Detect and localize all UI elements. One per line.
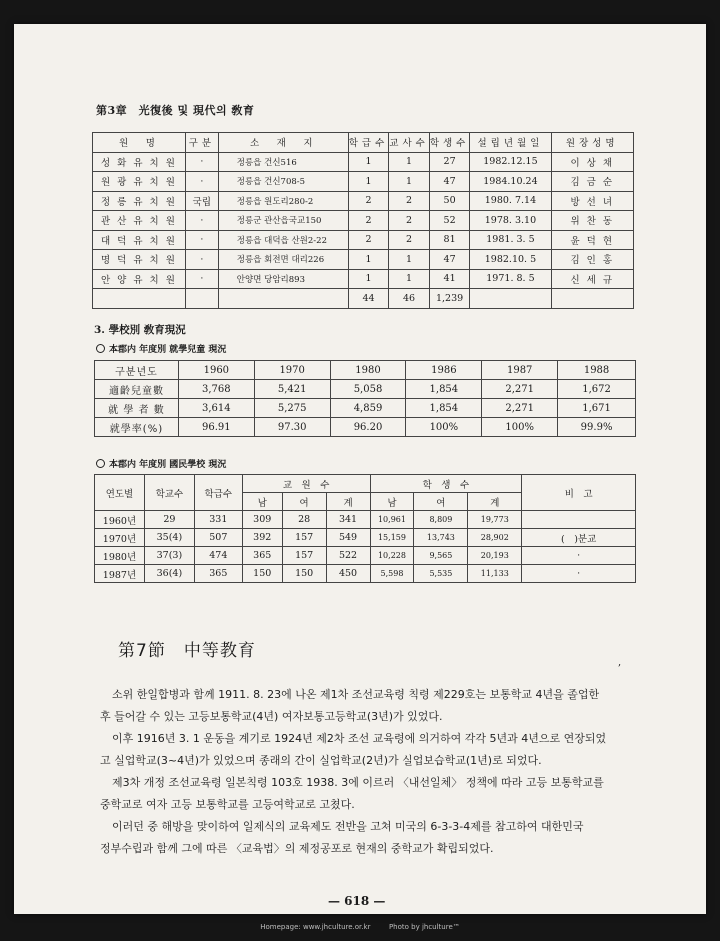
table-row <box>93 250 634 270</box>
table-row <box>95 511 636 529</box>
section-7-title: 第7節 中等教育 <box>118 641 256 661</box>
table-cell: 50 <box>429 191 470 211</box>
table-cell: 1 <box>389 250 430 270</box>
table-cell: 331 <box>194 511 242 529</box>
table-cell: 522 <box>326 547 370 565</box>
footer-credit: Homepage: www.jhculture.or.kr Photo by jhculture™ <box>260 923 460 931</box>
paragraph-line: 중학교로 여자 고등 보통학교를 고등여학교로 고쳤다. <box>100 798 355 811</box>
kindergarten-table <box>92 132 634 309</box>
table-cell: 1 <box>389 172 430 192</box>
column-header: 학생수 <box>429 133 470 153</box>
table-cell <box>93 289 186 309</box>
table-cell: 신 세 규 <box>551 269 633 289</box>
table-cell: 47 <box>429 250 470 270</box>
table-cell: 44 <box>348 289 389 309</box>
table-cell: 1980년 <box>95 547 145 565</box>
table-cell: · <box>185 230 218 250</box>
table-cell: 정 릉 유 치 원 <box>93 191 186 211</box>
table-cell: 이 상 채 <box>551 152 633 172</box>
table-cell: 구분년도 <box>95 361 179 380</box>
table-cell: 150 <box>282 565 326 583</box>
table-row <box>93 152 634 172</box>
table-cell: 원 광 유 치 원 <box>93 172 186 192</box>
table-cell: 1960 <box>178 361 254 380</box>
table-cell: 81 <box>429 230 470 250</box>
table-cell: 100% <box>482 418 558 437</box>
table-cell: 1982.10. 5 <box>470 250 551 270</box>
table-cell: 1 <box>389 152 430 172</box>
table-cell: 2 <box>348 211 389 231</box>
column-header: 소 재 지 <box>218 133 348 153</box>
chapter-header: 第3章 光復後 및 現代의 敎育 <box>96 104 255 117</box>
table-cell: 392 <box>242 529 282 547</box>
table-cell: 157 <box>282 529 326 547</box>
table-cell: 5,275 <box>254 399 330 418</box>
header-teachers: 교 원 수 <box>242 475 370 493</box>
paragraph-line: 고 실업학교(3~4년)가 있었으며 종래의 간이 실업학교(2년)가 실업보습학교(1년)로 되었다. <box>100 754 542 767</box>
table-cell: 2 <box>348 230 389 250</box>
table-cell: 방 선 녀 <box>551 191 633 211</box>
table-cell: 1 <box>389 269 430 289</box>
table-cell: 1982.12.15 <box>470 152 551 172</box>
circle-bullet-icon <box>96 344 105 353</box>
table-cell: 就學率(%) <box>95 418 179 437</box>
table-cell <box>185 289 218 309</box>
table-cell: 대 덕 유 치 원 <box>93 230 186 250</box>
document-page: 第3章 光復後 및 現代의 敎育 원 명 구분 소 재 지 학급수 교사수 학생수 설립년월일 원장성명 성 화 유 치 원 · 정릉읍 건신516 1 1 27 1982.12.15 이 상 채 원 광 유 치 원 · 정릉읍 건신708-5 1 1 47 1984.10.24 김 금 순 정 릉 유 치 원 국립 정릉읍 원도리280-2 2 2 50 1980. 7.14 방 선 녀 관 산 유 치 원 · 정릉군 관산읍국교150 2 2 52 1978. 3.10 위 찬 동 대 덕 유 치 원 · 정릉읍 대덕읍 산원2-22 2 2 81 1981. 3. 5 윤 덕 현 명 덕 유 치 원 · 정릉읍 회전면 대리226 1 1 47 1982.10. 5 김 인 홍 안 양 유 치 원 · 안양면 당암리893 1 1 41 1971. 8. 5 신 세 규 44 46 1,239 3. 學校別 敎育現況 本郡内 年度別 就學兒童 現況 구분년도 1960 1970 1980 1986 1987 1988 適齡兒童數 3,768 5,421 5,058 1,854 2,271 1,672 就 學 者 數 3,614 5,275 4,859 1,854 2,271 1,671 就學率(%) 96.91 97.30 96.20 100% 100% 99.9% 本郡内 年度別 國民學校 現況 연도별 학교수 학급수 교 원 수 학 생 수 비 고 남 여 계 남 여 계 1960년 29 331 309 28 341 10,961 8,809 19,773 1970년 35(4) 507 392 157 549 15,159 13,743 28,902 ( )분교 1980년 37(3) 474 365 157 522 10,228 9,565 20,193 · 1987년 36(4) 365 150 150 450 5,598 5,535 11,133 · 第7節 中等教育 , 소위 한일합병과 함께 1911. 8. 23에 나온 제1차 조선교육령 칙령 제229호는 보통학교 4년을 졸업한 후 들어갈 수 있는 고등보통학교(4년) 여자보통고등학교(3년)가 있었다. 이후 1916년 3. 1 운동을 계기로 1924년 제2차 조선 교육령에 의거하여 각각 5년과 4년으로 연장되었 고 실업학교(3~4년)가 있었으며 종래의 간이 실업학교(2년)가 실업보습학교(1년)로 되었다. 제3차 개정 조선교육령 일본칙령 103호 1938. 3에 이르러 〈내선일체〉 정책에 따라 고등 보통학교를 중학교로 여자 고등 보통학교를 고등여학교로 고쳤다. 이러던 중 해방을 맞이하여 일제식의 교육제도 전반을 고쳐 미국의 6-3-3-4제를 참고하여 대한민국 정부수립과 함께 그에 따른 〈교육법〉의 제정공포로 현재의 중학교가 확립되었다. — 618 — <box>14 24 706 914</box>
table-cell: 3,768 <box>178 380 254 399</box>
table-cell <box>470 289 551 309</box>
paragraph-line: 이후 1916년 3. 1 운동을 계기로 1924년 제2차 조선 교육령에 의거하여 각각 5년과 4년으로 연장되었 <box>112 732 607 745</box>
table-cell: 157 <box>282 547 326 565</box>
table-cell: 1984.10.24 <box>470 172 551 192</box>
subheader-cell: 여 <box>414 493 468 511</box>
table-cell: 365 <box>194 565 242 583</box>
table-cell: 명 덕 유 치 원 <box>93 250 186 270</box>
circle-bullet-icon <box>96 459 105 468</box>
table-cell: 適齡兒童數 <box>95 380 179 399</box>
column-header: 학급수 <box>348 133 389 153</box>
table-cell: 성 화 유 치 원 <box>93 152 186 172</box>
subheader-cell: 계 <box>326 493 370 511</box>
table-cell: 정릉읍 대덕읍 산원2-22 <box>218 230 348 250</box>
table-cell: 10,961 <box>370 511 414 529</box>
table-row <box>95 380 636 399</box>
table-cell: 2 <box>348 191 389 211</box>
table-cell: 96.91 <box>178 418 254 437</box>
header-year: 연도별 <box>95 475 145 511</box>
subsection-title-enrollment: 本郡内 年度別 就學兒童 現況 <box>96 342 226 355</box>
table-cell: 1981. 3. 5 <box>470 230 551 250</box>
table-cell: 정릉읍 원도리280-2 <box>218 191 348 211</box>
table-cell: · <box>522 565 636 583</box>
table-cell: 1,854 <box>406 380 482 399</box>
table-cell: 2 <box>389 230 430 250</box>
table-cell: 4,859 <box>330 399 406 418</box>
table-cell: 507 <box>194 529 242 547</box>
table-cell: 1988 <box>558 361 636 380</box>
table-cell: 11,133 <box>468 565 522 583</box>
column-header: 원 명 <box>93 133 186 153</box>
table-cell: 국립 <box>185 191 218 211</box>
table-cell: 28 <box>282 511 326 529</box>
subheader-cell: 여 <box>282 493 326 511</box>
table-cell: 1,672 <box>558 380 636 399</box>
table-cell: 1970년 <box>95 529 145 547</box>
column-header: 교사수 <box>389 133 430 153</box>
table-cell: 정릉군 관산읍국교150 <box>218 211 348 231</box>
table-cell: 1971. 8. 5 <box>470 269 551 289</box>
table-cell: 2,271 <box>482 399 558 418</box>
table-cell: 10,228 <box>370 547 414 565</box>
table-cell: 549 <box>326 529 370 547</box>
table-cell: 1980 <box>330 361 406 380</box>
header-note: 비 고 <box>522 475 636 511</box>
table-cell: ( )분교 <box>522 529 636 547</box>
header-classes: 학급수 <box>194 475 242 511</box>
total-row <box>93 289 634 309</box>
table-row <box>95 418 636 437</box>
body-text <box>100 684 690 860</box>
table-cell: 1,671 <box>558 399 636 418</box>
table-cell: 2,271 <box>482 380 558 399</box>
table-cell: 안 양 유 치 원 <box>93 269 186 289</box>
table-cell: 365 <box>242 547 282 565</box>
table-cell: 99.9% <box>558 418 636 437</box>
table-cell: 1987 <box>482 361 558 380</box>
table-cell: 19,773 <box>468 511 522 529</box>
table-cell: 관 산 유 치 원 <box>93 211 186 231</box>
table-cell: 김 금 순 <box>551 172 633 192</box>
table-cell: 1 <box>348 172 389 192</box>
table-cell: · <box>522 547 636 565</box>
table-cell: · <box>185 152 218 172</box>
table-cell: 1978. 3.10 <box>470 211 551 231</box>
table-cell: 2 <box>389 191 430 211</box>
table-cell: 97.30 <box>254 418 330 437</box>
table-cell: 1 <box>348 152 389 172</box>
table-header-row <box>95 361 636 380</box>
table-cell: 96.20 <box>330 418 406 437</box>
subheader-cell: 남 <box>242 493 282 511</box>
table-cell: 150 <box>242 565 282 583</box>
table-cell: 5,058 <box>330 380 406 399</box>
table-row <box>95 565 636 583</box>
table-cell: 20,193 <box>468 547 522 565</box>
table-cell: 안양면 당암리893 <box>218 269 348 289</box>
table-cell: 1,854 <box>406 399 482 418</box>
paragraph-line: 이러던 중 해방을 맞이하여 일제식의 교육제도 전반을 고쳐 미국의 6-3-3-4제를 참고하여 대한민국 <box>112 820 584 833</box>
subsection-title-schools: 本郡内 年度別 國民學校 現況 <box>96 457 226 470</box>
table-row <box>95 399 636 418</box>
table-row <box>93 211 634 231</box>
table-cell: 1970 <box>254 361 330 380</box>
column-header: 원장성명 <box>551 133 633 153</box>
table-cell <box>551 289 633 309</box>
header-students: 학 생 수 <box>370 475 522 493</box>
table-cell: 37(3) <box>144 547 194 565</box>
table-cell: 就 學 者 數 <box>95 399 179 418</box>
table-cell: 1,239 <box>429 289 470 309</box>
table-cell: 5,421 <box>254 380 330 399</box>
subheader-cell: 남 <box>370 493 414 511</box>
table-cell: 위 찬 동 <box>551 211 633 231</box>
table-cell: 100% <box>406 418 482 437</box>
table-row <box>95 529 636 547</box>
table-cell: 36(4) <box>144 565 194 583</box>
table-cell: 정릉읍 건신516 <box>218 152 348 172</box>
table-cell: 5,535 <box>414 565 468 583</box>
table-cell: 1980. 7.14 <box>470 191 551 211</box>
paragraph-line: 제3차 개정 조선교육령 일본칙령 103호 1938. 3에 이르러 〈내선일체〉 정책에 따라 고등 보통학교를 <box>112 776 604 789</box>
subheader-cell: 계 <box>468 493 522 511</box>
table-row <box>93 172 634 192</box>
table-cell: 정릉읍 건신708-5 <box>218 172 348 192</box>
table-row <box>95 547 636 565</box>
paragraph-line: 후 들어갈 수 있는 고등보통학교(4년) 여자보통고등학교(3년)가 있었다. <box>100 710 443 723</box>
column-header: 구분 <box>185 133 218 153</box>
table-cell: 3,614 <box>178 399 254 418</box>
school-status-table <box>94 474 636 583</box>
table-header-row <box>93 133 634 153</box>
table-cell: 46 <box>389 289 430 309</box>
table-cell: 47 <box>429 172 470 192</box>
enrollment-table <box>94 360 636 437</box>
table-cell: 28,902 <box>468 529 522 547</box>
table-cell: 1987년 <box>95 565 145 583</box>
table-row <box>93 230 634 250</box>
table-cell: 김 인 홍 <box>551 250 633 270</box>
header-schools: 학교수 <box>144 475 194 511</box>
table-cell: 29 <box>144 511 194 529</box>
table-cell: 1986 <box>406 361 482 380</box>
table-cell: · <box>185 172 218 192</box>
table-cell: 27 <box>429 152 470 172</box>
table-cell: 41 <box>429 269 470 289</box>
table-cell: 1 <box>348 269 389 289</box>
table-cell: 1960년 <box>95 511 145 529</box>
table-cell: · <box>185 250 218 270</box>
table-cell: 윤 덕 현 <box>551 230 633 250</box>
table-cell: 450 <box>326 565 370 583</box>
table-cell: 1 <box>348 250 389 270</box>
column-header: 설립년월일 <box>470 133 551 153</box>
table-cell: 13,743 <box>414 529 468 547</box>
table-cell <box>218 289 348 309</box>
paragraph-line: 정부수립과 함께 그에 따른 〈교육법〉의 제정공포로 현재의 중학교가 확립되었다. <box>100 842 494 855</box>
table-cell: 5,598 <box>370 565 414 583</box>
table-cell: 35(4) <box>144 529 194 547</box>
table-cell <box>522 511 636 529</box>
table-row <box>93 269 634 289</box>
table-cell: 정릉읍 회전면 대리226 <box>218 250 348 270</box>
table-cell: 52 <box>429 211 470 231</box>
table-cell: 2 <box>389 211 430 231</box>
table-row <box>93 191 634 211</box>
table-cell: 309 <box>242 511 282 529</box>
table-cell: · <box>185 269 218 289</box>
section-title: 3. 學校別 敎育現況 <box>94 324 186 336</box>
table-cell: 341 <box>326 511 370 529</box>
table-cell: 474 <box>194 547 242 565</box>
paragraph-line: 소위 한일합병과 함께 1911. 8. 23에 나온 제1차 조선교육령 칙령 제229호는 보통학교 4년을 졸업한 <box>112 688 600 701</box>
table-cell: 8,809 <box>414 511 468 529</box>
table-cell: 9,565 <box>414 547 468 565</box>
page-number: — 618 — <box>328 894 386 908</box>
table-cell: 15,159 <box>370 529 414 547</box>
table-cell: · <box>185 211 218 231</box>
